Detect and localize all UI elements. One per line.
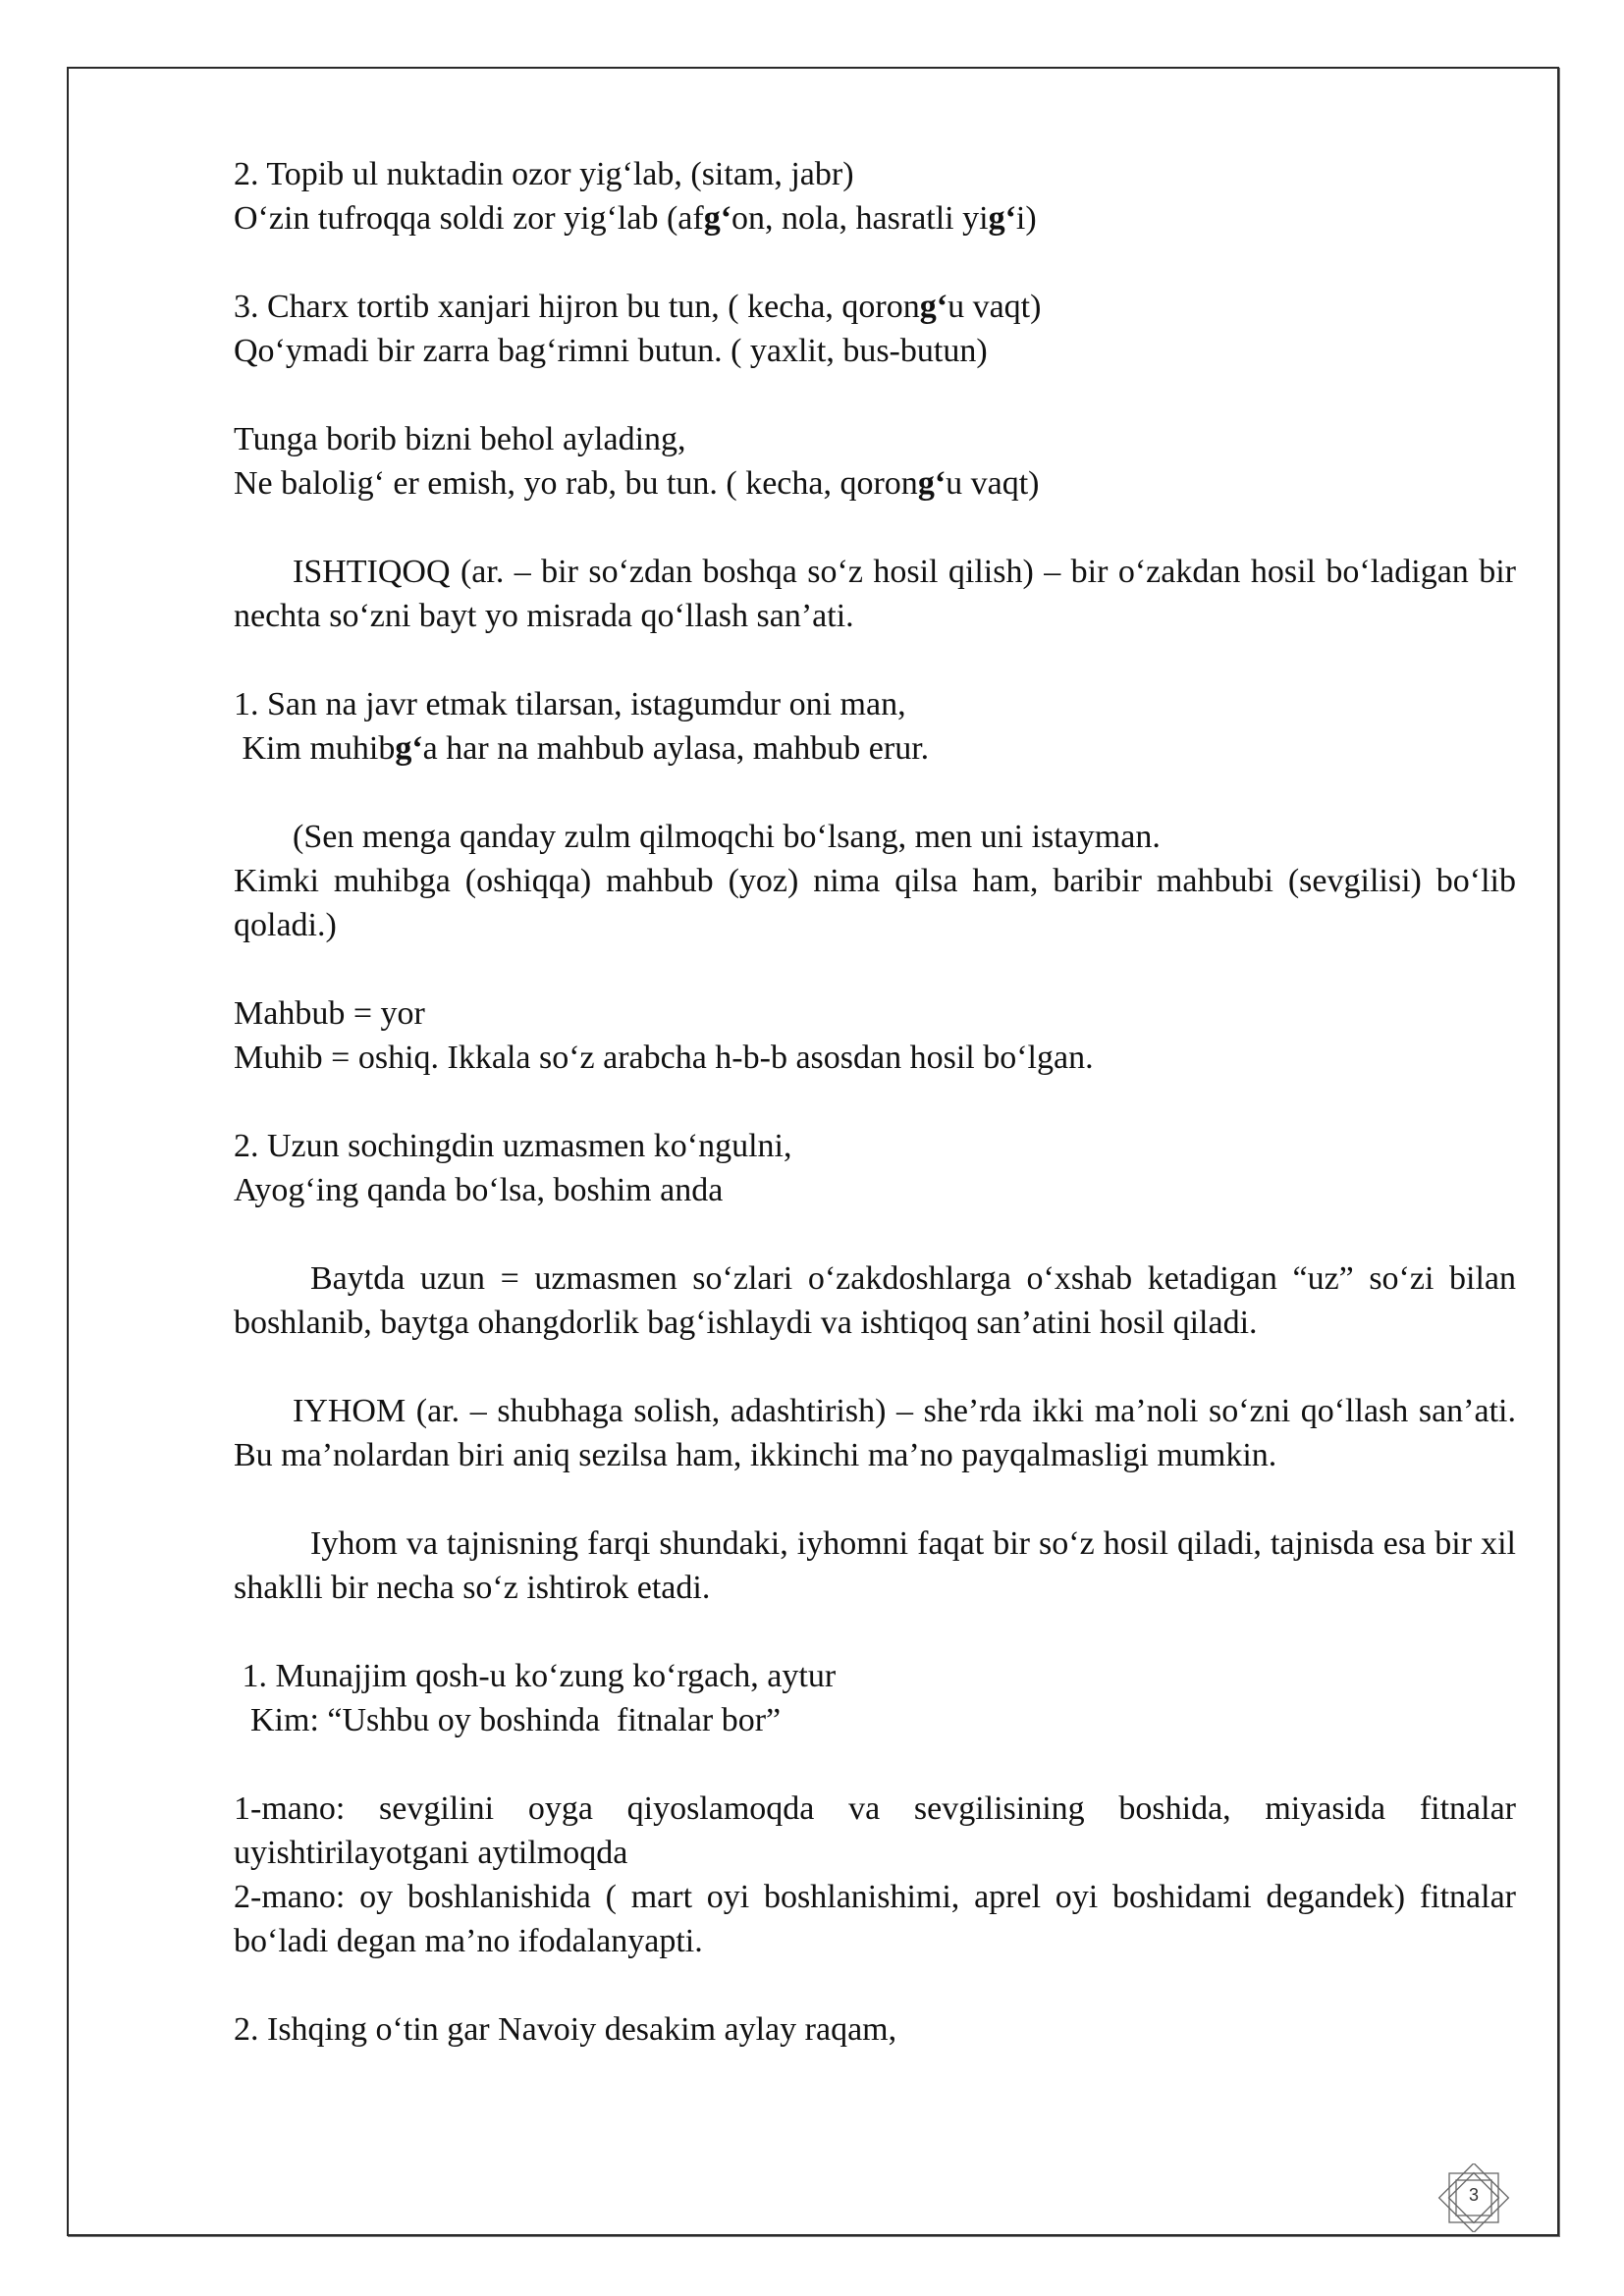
verse-line: 3. Charx tortib xanjari hijron bu tun, ( kecha, qorong‘u vaqt): [234, 289, 1042, 325]
verse-line: 1. San na javr etmak tilarsan, istagumdur oni man,: [234, 686, 906, 722]
page-number: 3: [1468, 2185, 1479, 2205]
verse-line: Ayog‘ing qanda bo‘lsa, boshim anda: [234, 1172, 724, 1208]
iyhom-definition: IYHOM (ar. – shubhaga solish, adashtirish) – she’rda ikki ma’noli so‘zni qo‘llash san’ati. Bu ma’nolardan biri aniq sezilsa ham, ikkinchi ma’no payqalmasligi mumkin.: [234, 1393, 1516, 1473]
verse-line: O‘zin tufroqqa soldi zor yig‘lab (afg‘on, nola, hasratli yig‘i): [234, 200, 1037, 237]
verse-line: 2. Uzun sochingdin uzmasmen ko‘ngulni,: [234, 1128, 792, 1164]
verse-explanation: (Sen menga qanday zulm qilmoqchi bo‘lsang, men uni istayman.: [293, 819, 1161, 855]
verse-line: Ne balolig‘ er emish, yo rab, bu tun. ( kecha, qorong‘u vaqt): [234, 465, 1040, 502]
verse-line: Kim muhibg‘a har na mahbub aylasa, mahbub erur.: [234, 730, 930, 767]
ishtiqoq-definition: ISHTIQOQ (ar. – bir so‘zdan boshqa so‘z hosil qilish) – bir o‘zakdan hosil bo‘ladigan bir nechta so‘zni bayt yo misrada qo‘llash san’ati.: [234, 554, 1516, 634]
verse-line: 1. Munajjim qosh-u ko‘zung ko‘rgach, aytur: [234, 1658, 837, 1694]
page-number-badge: [1430, 2163, 1518, 2232]
iyhom-comparison: Iyhom va tajnisning farqi shundaki, iyhomni faqat bir so‘z hosil qiladi, tajnisda esa bir xil shaklli bir necha so‘z ishtirok etadi.: [234, 1525, 1516, 1606]
verse-line: 2. Topib ul nuktadin ozor yig‘lab, (sitam, jabr): [234, 156, 854, 192]
page-content: [234, 152, 1516, 2052]
meaning-2: 2-mano: oy boshlanishida ( mart oyi boshlanishimi, aprel oyi boshidami degandek) fitnalar bo‘ladi degan ma’no ifodalanyapti.: [234, 1879, 1516, 1959]
meaning-1: 1-mano: sevgilini oyga qiyoslamoqda va sevgilisining boshida, miyasida fitnalar uyishtirilayotgani aytilmoqda: [234, 1790, 1516, 1871]
verse-explanation: Kimki muhibga (oshiqqa) mahbub (yoz) nima qilsa ham, baribir mahbubi (sevgilisi) bo‘lib qoladi.): [234, 863, 1516, 943]
gloss-line: Muhib = oshiq. Ikkala so‘z arabcha h-b-b asosdan hosil bo‘lgan.: [234, 1040, 1094, 1076]
gloss-line: Mahbub = yor: [234, 995, 425, 1032]
verse-line: 2. Ishqing o‘tin gar Navoiy desakim aylay raqam,: [234, 2011, 897, 2048]
verse-commentary: Baytda uzun = uzmasmen so‘zlari o‘zakdoshlarga o‘xshab ketadigan “uz” so‘zi bilan boshlanib, baytga ohangdorlik bag‘ishlaydi va ishtiqoq san’atini hosil qiladi.: [234, 1260, 1516, 1341]
verse-line: Tunga borib bizni behol aylading,: [234, 421, 686, 457]
verse-line: Qo‘ymadi bir zarra bag‘rimni butun. ( yaxlit, bus-butun): [234, 333, 988, 369]
verse-line: Kim: “Ushbu oy boshinda fitnalar bor”: [234, 1702, 782, 1738]
